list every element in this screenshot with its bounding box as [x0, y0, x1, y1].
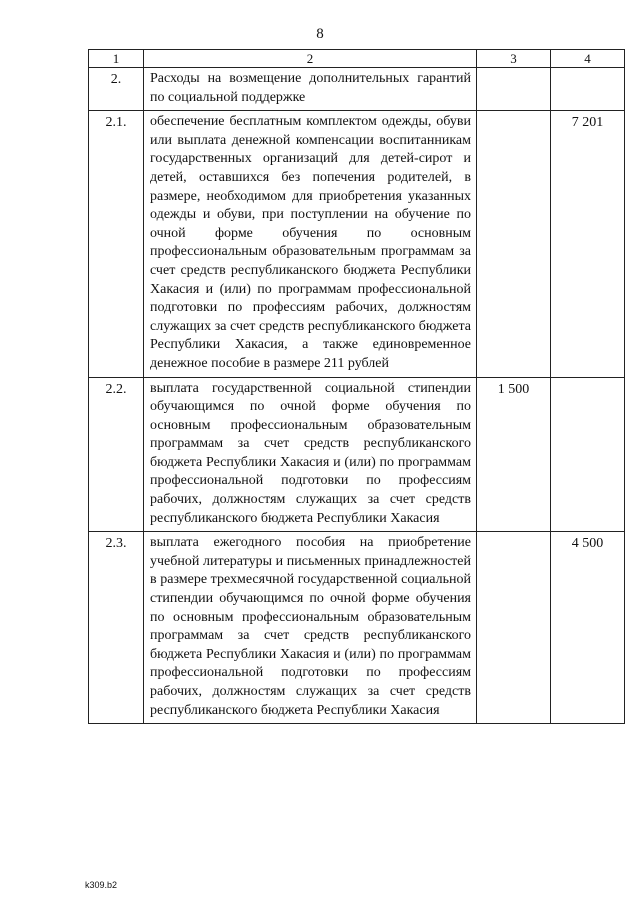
row-description: Расходы на возмещение дополнительных гарантий по социальной поддержке [144, 68, 477, 111]
expenses-table [88, 49, 625, 724]
table-row [89, 111, 625, 377]
row-col4 [551, 377, 625, 532]
row-col3 [477, 68, 551, 111]
row-number: 2.1. [89, 111, 144, 377]
row-col3 [477, 111, 551, 377]
header-col-1: 1 [89, 50, 144, 68]
row-description: обеспечение бесплатным комплектом одежды, обуви или выплата денежной компенсации воспитанникам государственных организаций для детей-сирот и детей, оставшихся без попечения родителей, в размере, необходимом для приобретения указанных одежды и обуви, при поступлении на обучение по очной форме обучения по основным профессиональным образовательным программам за счет средств республиканского бюджета Республики Хакасия и (или) по программам профессиональной подготовки по профессиям рабочих, должностям служащих за счет средств республиканского бюджета Республики Хакасия, а также единовременное денежное пособие в размере 211 рублей [144, 111, 477, 377]
row-col3: 1 500 [477, 377, 551, 532]
table-row [89, 532, 625, 724]
row-description: выплата государственной социальной стипендии обучающимся по очной форме обучения по основным профессиональным образовательным программам за счет средств республиканского бюджета Республики Хакасия и (или) по программам профессиональной подготовки по профессиям рабочих, должностям служащих за счет средств республиканского бюджета Республики Хакасия [144, 377, 477, 532]
row-col3 [477, 532, 551, 724]
row-description: выплата ежегодного пособия на приобретение учебной литературы и письменных принадлежностей в размере трехмесячной государственной социальной стипендии обучающимся по очной форме обучения по основным профессиональным образовательным программам за счет средств республиканского бюджета Республики Хакасия и (или) по программам профессиональной подготовки по профессиям рабочих, должностям служащих за счет средств республиканского бюджета Республики Хакасия [144, 532, 477, 724]
row-number: 2.2. [89, 377, 144, 532]
table-row [89, 377, 625, 532]
row-number: 2. [89, 68, 144, 111]
header-col-2: 2 [144, 50, 477, 68]
header-col-4: 4 [551, 50, 625, 68]
table-header-row [89, 50, 625, 68]
row-number: 2.3. [89, 532, 144, 724]
header-col-3: 3 [477, 50, 551, 68]
page-number: 8 [316, 26, 324, 42]
row-col4: 7 201 [551, 111, 625, 377]
footer-code: k309.b2 [85, 880, 118, 890]
row-col4: 4 500 [551, 532, 625, 724]
row-col4 [551, 68, 625, 111]
table-row [89, 68, 625, 111]
